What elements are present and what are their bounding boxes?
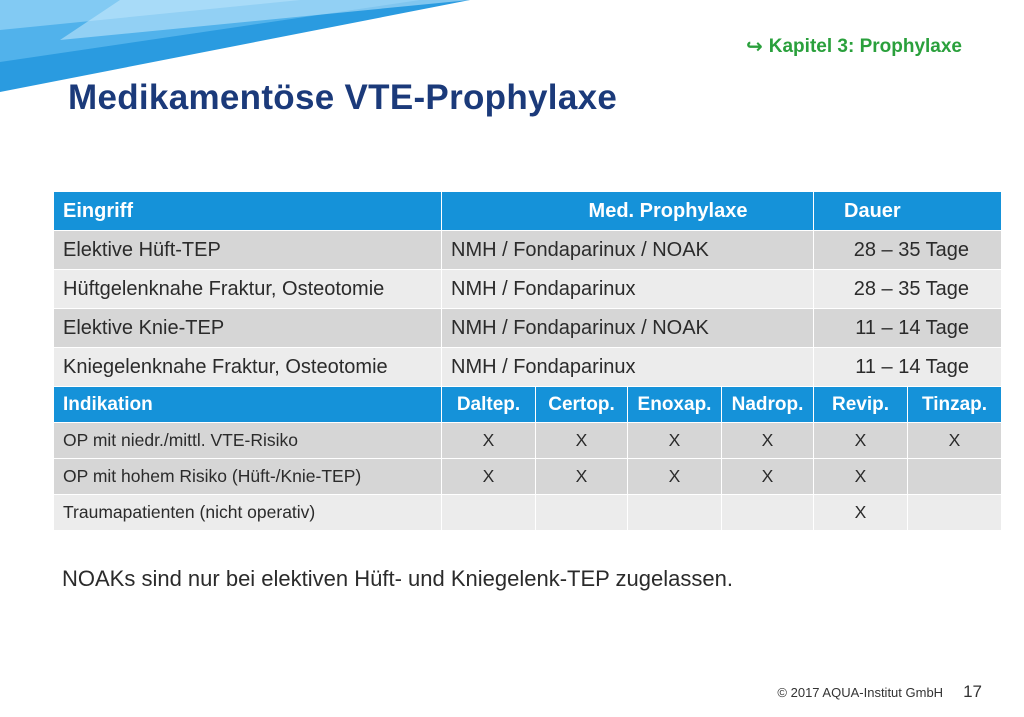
header-enoxap: Enoxap. — [628, 387, 722, 423]
prophylaxis-table — [53, 191, 1002, 531]
mark-cell: X — [628, 423, 722, 459]
mark-cell: X — [722, 459, 814, 495]
chapter-link[interactable] — [746, 34, 962, 59]
chapter-label: Kapitel 3: Prophylaxe — [768, 35, 962, 57]
mark-cell — [908, 495, 1002, 531]
mark-cell: X — [442, 459, 536, 495]
arrow-return-icon: ↪ — [746, 36, 763, 58]
prophylaxe-cell: NMH / Fondaparinux / NOAK — [442, 231, 814, 270]
mark-cell: X — [814, 495, 908, 531]
table1-header-row — [54, 192, 1002, 231]
page-title: Medikamentöse VTE-Prophylaxe — [68, 78, 618, 117]
indikation-cell: OP mit hohem Risiko (Hüft-/Knie-TEP) — [54, 459, 442, 495]
header-certop: Certop. — [536, 387, 628, 423]
table-row — [54, 231, 1002, 270]
mark-cell: X — [628, 459, 722, 495]
indikation-cell: Traumapatienten (nicht operativ) — [54, 495, 442, 531]
page-number: 17 — [963, 682, 982, 701]
mark-cell: X — [908, 423, 1002, 459]
table-row — [54, 270, 1002, 309]
header-indikation: Indikation — [54, 387, 442, 423]
header-daltep: Daltep. — [442, 387, 536, 423]
table2-header-row — [54, 387, 1002, 423]
header-eingriff: Eingriff — [54, 192, 442, 231]
header-nadrop: Nadrop. — [722, 387, 814, 423]
mark-cell: X — [722, 423, 814, 459]
mark-cell — [908, 459, 1002, 495]
mark-cell: X — [442, 423, 536, 459]
copyright-text: © 2017 AQUA-Institut GmbH — [777, 685, 944, 700]
prophylaxe-cell: NMH / Fondaparinux — [442, 270, 814, 309]
dauer-cell: 11 – 14 Tage — [814, 309, 1002, 348]
header-tinzap: Tinzap. — [908, 387, 1002, 423]
indikation-cell: OP mit niedr./mittl. VTE-Risiko — [54, 423, 442, 459]
dauer-cell: 28 – 35 Tage — [814, 270, 1002, 309]
table-row — [54, 309, 1002, 348]
prophylaxe-cell: NMH / Fondaparinux — [442, 348, 814, 387]
eingriff-cell: Kniegelenknahe Fraktur, Osteotomie — [54, 348, 442, 387]
mark-cell — [722, 495, 814, 531]
header-revip: Revip. — [814, 387, 908, 423]
table-row — [54, 348, 1002, 387]
mark-cell: X — [536, 459, 628, 495]
mark-cell — [442, 495, 536, 531]
mark-cell: X — [814, 423, 908, 459]
footer — [777, 682, 982, 702]
footnote-text: NOAKs sind nur bei elektiven Hüft- und Kniegelenk-TEP zugelassen. — [62, 566, 733, 591]
table-row — [54, 459, 1002, 495]
table-row — [54, 495, 1002, 531]
dauer-cell: 11 – 14 Tage — [814, 348, 1002, 387]
table-row — [54, 423, 1002, 459]
header-prophylaxe: Med. Prophylaxe — [442, 192, 814, 231]
dauer-cell: 28 – 35 Tage — [814, 231, 1002, 270]
prophylaxe-cell: NMH / Fondaparinux / NOAK — [442, 309, 814, 348]
header-dauer: Dauer — [814, 192, 1002, 231]
eingriff-cell: Elektive Knie-TEP — [54, 309, 442, 348]
mark-cell: X — [536, 423, 628, 459]
eingriff-cell: Elektive Hüft-TEP — [54, 231, 442, 270]
mark-cell — [536, 495, 628, 531]
mark-cell: X — [814, 459, 908, 495]
eingriff-cell: Hüftgelenknahe Fraktur, Osteotomie — [54, 270, 442, 309]
mark-cell — [628, 495, 722, 531]
